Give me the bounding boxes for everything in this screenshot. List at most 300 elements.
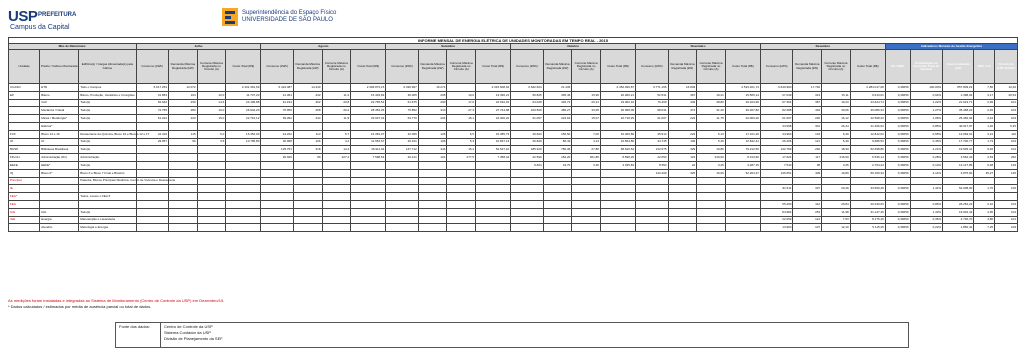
value-cell	[386, 169, 419, 177]
value-cell	[226, 154, 261, 162]
value-cell: 387	[793, 99, 822, 107]
value-cell	[226, 193, 261, 201]
indicator-cell: 110	[995, 130, 1018, 138]
indicator-cell: 6,25	[995, 122, 1018, 130]
value-cell: 61.194	[261, 99, 294, 107]
loads-cell: Todo(s)	[79, 146, 136, 154]
indicator-cell: 52.008,00	[943, 185, 974, 193]
value-cell	[697, 84, 726, 92]
indicator-cell: 109	[995, 224, 1018, 232]
value-cell	[543, 208, 572, 216]
value-cell	[572, 216, 601, 224]
indicator-cell: 17.700,77	[943, 138, 974, 146]
month-subheader: Demanda Máxima Registrada (kW)	[668, 50, 697, 84]
value-cell: 33,05	[572, 107, 601, 115]
value-cell	[476, 216, 511, 224]
value-cell: 3,25	[822, 161, 851, 169]
value-cell: 36.267,82	[725, 107, 760, 115]
value-cell	[697, 216, 726, 224]
value-cell	[351, 177, 386, 185]
indicator-subheader: kWh / m2	[974, 50, 995, 84]
indicator-cell: 7,50	[974, 84, 995, 92]
value-cell: 223	[668, 130, 697, 138]
month-subheader: Custo Total (R$)	[600, 50, 635, 84]
value-cell: 22.590	[511, 154, 544, 162]
indicator-cell: 12.069,01	[943, 130, 974, 138]
value-cell: 22	[668, 161, 697, 169]
value-cell: 21.436	[543, 84, 572, 92]
unit-cell	[9, 99, 40, 107]
loads-cell: Metrologia e Energia	[79, 224, 136, 232]
indicator-cell: 0,36650	[885, 115, 910, 123]
value-cell	[197, 84, 226, 92]
value-cell	[636, 122, 669, 130]
value-cell	[351, 216, 386, 224]
value-cell: 220	[169, 115, 198, 123]
value-cell: 10.837,13	[476, 138, 511, 146]
value-cell	[322, 169, 351, 177]
value-cell	[600, 122, 635, 130]
value-cell	[725, 122, 760, 130]
value-cell: 8.554	[636, 161, 669, 169]
value-cell: 12.812,03	[850, 130, 885, 138]
value-cell: 28,80	[697, 99, 726, 107]
value-cell	[169, 193, 198, 201]
building-cell	[40, 193, 79, 201]
value-cell: 86,43	[543, 138, 572, 146]
loads-cell: Todo(s)	[79, 138, 136, 146]
unit-cell	[9, 115, 40, 123]
value-cell: 6,5	[447, 130, 476, 138]
value-cell: 15,07	[572, 115, 601, 123]
indicator-cell: 0,36650	[885, 200, 910, 208]
table-row	[9, 200, 1018, 208]
value-cell: 22.000,20	[725, 115, 760, 123]
value-cell	[322, 122, 351, 130]
value-cell	[668, 193, 697, 201]
loads-cell: Administração	[79, 154, 136, 162]
value-cell	[572, 200, 601, 208]
value-cell: 2.764,24	[850, 161, 885, 169]
indicator-cell: 1,73	[974, 138, 995, 146]
value-cell	[293, 224, 322, 232]
value-cell: 31.853	[136, 91, 169, 99]
value-cell: 8.598,26	[600, 154, 635, 162]
value-cell: 185.320	[511, 146, 544, 154]
value-cell: 30,06	[822, 107, 851, 115]
value-cell	[447, 224, 476, 232]
value-cell	[261, 208, 294, 216]
value-cell: 268	[293, 107, 322, 115]
value-cell: 115	[169, 130, 198, 138]
value-cell	[197, 224, 226, 232]
value-cell: 20.230,63	[850, 200, 885, 208]
value-cell	[261, 161, 294, 169]
month-subheader: Corrente Máxima Registrada no Circuito (A)	[697, 50, 726, 84]
value-cell	[476, 208, 511, 216]
value-cell: 147.712	[386, 146, 419, 154]
value-cell: 52.698,86	[850, 146, 885, 154]
month-subheader: Consumo (kWh)	[136, 50, 169, 84]
value-cell	[511, 177, 544, 185]
subheader-row	[9, 50, 1018, 84]
data-source-box	[115, 322, 909, 348]
value-cell	[725, 224, 760, 232]
value-cell: 337	[793, 185, 822, 193]
value-cell: 405,46	[543, 91, 572, 99]
value-cell	[476, 185, 511, 193]
value-cell: 23.624,74	[850, 99, 885, 107]
value-cell	[725, 177, 760, 185]
value-cell: 19,23	[822, 99, 851, 107]
value-cell: 23.062,10	[600, 99, 635, 107]
value-cell	[725, 185, 760, 193]
indicator-cell: 0,13%	[910, 161, 943, 169]
month-subheader: Custo Total (R$)	[476, 50, 511, 84]
table-row	[9, 154, 1018, 162]
value-cell	[322, 216, 351, 224]
value-cell: 30.086,34	[850, 107, 885, 115]
indicator-cell: 0,36650	[885, 216, 910, 224]
value-cell	[351, 208, 386, 216]
month-header: Outubro	[511, 44, 636, 50]
value-cell	[418, 224, 447, 232]
indicator-cell: 0,86%	[910, 200, 943, 208]
value-cell: 412	[793, 200, 822, 208]
value-cell: 4,13	[572, 138, 601, 146]
table-row	[9, 107, 1018, 115]
unit-cell	[9, 122, 40, 130]
value-cell: 253	[793, 208, 822, 216]
value-cell: 17,0	[447, 99, 476, 107]
value-cell	[169, 208, 198, 216]
value-cell	[476, 193, 511, 201]
value-cell: 227,2	[322, 154, 351, 162]
value-cell: 20,49	[822, 185, 851, 193]
value-cell: 220	[793, 115, 822, 123]
sef-name-line1: Superintendência do Espaço Físico	[242, 10, 337, 16]
value-cell	[197, 146, 226, 154]
value-cell: 34,70	[543, 161, 572, 169]
value-cell: 4,2	[322, 138, 351, 146]
table-row	[9, 216, 1018, 224]
value-cell	[322, 193, 351, 201]
indicator-cell: 2,21%	[910, 146, 943, 154]
value-cell	[697, 177, 726, 185]
month-subheader: Corrente Máxima Registrada no Circuito (A)	[197, 50, 226, 84]
value-cell: 89	[293, 154, 322, 162]
value-cell: 10.795,80	[226, 138, 261, 146]
value-cell	[386, 122, 419, 130]
indicator-cell: 1,46	[974, 122, 995, 130]
value-cell	[322, 161, 351, 169]
value-cell	[351, 122, 386, 130]
value-cell	[136, 208, 169, 216]
table-row	[9, 115, 1018, 123]
indicator-cell: 0,48	[974, 161, 995, 169]
indicator-cell: 0,64%	[910, 91, 943, 99]
month-header: Dezembro	[760, 44, 885, 50]
value-cell	[226, 224, 261, 232]
value-cell	[169, 169, 198, 177]
indicator-cell: 106	[995, 185, 1018, 193]
value-cell: 32.937,43	[351, 115, 386, 123]
value-cell: 24.300,22	[476, 115, 511, 123]
month-header: Novembro	[636, 44, 761, 50]
value-cell	[169, 146, 198, 154]
value-cell: 123	[668, 154, 697, 162]
value-cell: 232	[293, 91, 322, 99]
value-cell	[418, 177, 447, 185]
value-cell	[226, 122, 261, 130]
value-cell: 409	[793, 169, 822, 177]
value-cell: 5,3	[447, 138, 476, 146]
value-cell	[850, 177, 885, 185]
indicator-cell: 1,06%	[910, 115, 943, 123]
value-cell	[418, 208, 447, 216]
loads-cell: Manutenção e Lavanderia	[79, 216, 136, 224]
value-cell	[261, 224, 294, 232]
indicator-cell: 0,45%	[910, 138, 943, 146]
unit-cell: FEA*	[9, 193, 40, 201]
value-cell: 244	[293, 115, 322, 123]
energy-report-table	[8, 37, 1018, 232]
value-cell: 7.598,53	[351, 154, 386, 162]
value-cell	[418, 193, 447, 201]
indicator-cell: 0,36650	[885, 208, 910, 216]
value-cell: 22.632,91	[476, 99, 511, 107]
value-cell	[636, 185, 669, 193]
value-cell: 125.751	[261, 146, 294, 154]
value-cell: 16.452,00	[226, 130, 261, 138]
value-cell: 11,9	[322, 115, 351, 123]
indicator-cell: 0,36650	[885, 185, 910, 193]
report-title: INFORME MENSAL DE ENERGIA ELÉTRICA DE UNIDADES MONITORADAS EM TEMPO REAL - 2015	[9, 38, 1018, 44]
table-row	[9, 138, 1018, 146]
value-cell	[572, 177, 601, 185]
indicator-cell: 1.398,04	[943, 91, 974, 99]
month-subheader: Consumo (kWh)	[760, 50, 793, 84]
value-cell	[447, 208, 476, 216]
indicator-cell	[943, 177, 974, 185]
value-cell: 19,0	[197, 107, 226, 115]
indicator-subheader: Circuito de ETD CUASO	[995, 50, 1018, 84]
col-predio: Prédio / Cabine Monitorada	[40, 50, 79, 84]
building-cell: Energia	[40, 216, 79, 224]
indicator-cell	[974, 193, 995, 201]
value-cell	[322, 224, 351, 232]
value-cell	[668, 200, 697, 208]
value-cell	[197, 161, 226, 169]
value-cell: 27,86	[572, 146, 601, 154]
value-cell: 310	[418, 107, 447, 115]
value-cell: 223	[668, 115, 697, 123]
value-cell: 10,0	[197, 91, 226, 99]
value-cell: 22.765,54	[351, 99, 386, 107]
indicator-cell: 0,36650	[885, 146, 910, 154]
value-cell	[197, 177, 226, 185]
building-cell	[40, 177, 79, 185]
value-cell: 121	[793, 216, 822, 224]
unit-cell: IAG	[9, 208, 40, 216]
indicators-header: Indicadores Mensais de Gestão Energética	[885, 44, 1017, 50]
indicator-cell: 35,27	[974, 169, 995, 177]
month-subheader: Corrente Máxima Registrada no Circuito (A)	[572, 50, 601, 84]
value-cell	[543, 193, 572, 201]
building-cell: Mecânica / Naval	[40, 107, 79, 115]
value-cell: 6.336.967	[386, 84, 419, 92]
value-cell	[476, 169, 511, 177]
indicator-cell: 3,21	[974, 130, 995, 138]
value-cell	[197, 208, 226, 216]
value-cell: 205	[418, 91, 447, 99]
value-cell	[418, 169, 447, 177]
indicator-cell: 0,36650	[885, 138, 910, 146]
loads-cell: Todo(s)	[79, 99, 136, 107]
value-cell	[293, 216, 322, 224]
value-cell: 2.452.496,87	[600, 84, 635, 92]
value-cell	[261, 177, 294, 185]
unit-cell: IQ	[9, 169, 40, 177]
indicator-cell: 0,36650	[885, 84, 910, 92]
building-cell: Bloco 0*	[40, 169, 79, 177]
value-cell: 15,4	[447, 146, 476, 154]
unit-cell: IO	[9, 138, 40, 146]
value-cell	[600, 193, 635, 201]
value-cell	[322, 177, 351, 185]
value-cell	[447, 161, 476, 169]
value-cell: 23.195,88	[226, 99, 261, 107]
value-cell	[136, 146, 169, 154]
value-cell: 329	[668, 146, 697, 154]
value-cell: 5,0	[197, 130, 226, 138]
value-cell	[418, 122, 447, 130]
value-cell: 222,63	[543, 115, 572, 123]
value-cell	[351, 185, 386, 193]
value-cell: 21.466,63	[850, 122, 885, 130]
data-source-line: Centro de Controle da USP	[164, 324, 213, 329]
indicator-cell: 149	[995, 161, 1018, 169]
value-cell	[511, 185, 544, 193]
value-cell: 69.392	[261, 115, 294, 123]
value-cell	[197, 216, 226, 224]
unit-cell: IE	[9, 185, 40, 193]
loads-cell: Todos, exceto o FEA 5	[79, 193, 136, 201]
value-cell: 27.744,68	[476, 107, 511, 115]
value-cell: 61.007	[636, 115, 669, 123]
value-cell	[543, 122, 572, 130]
unit-cell: Principal	[9, 177, 40, 185]
value-cell: 26.660	[511, 138, 544, 146]
value-cell: 14,6	[197, 99, 226, 107]
data-source-line: Divisão de Planejamento da SEF	[164, 336, 223, 341]
building-cell: ETD	[40, 84, 79, 92]
value-cell	[697, 193, 726, 201]
indicator-cell: 0,36650	[885, 130, 910, 138]
value-cell	[668, 224, 697, 232]
loads-cell: Biênio, Produção, Vestiários e Cirurgiões	[79, 91, 136, 99]
indicator-cell: 0,55%	[910, 130, 943, 138]
value-cell: 216,00	[822, 154, 851, 162]
value-cell: 22.508,23	[850, 115, 885, 123]
value-cell	[226, 146, 261, 154]
indicator-cell: 1,22%	[910, 99, 943, 107]
value-cell	[197, 169, 226, 177]
value-cell	[169, 161, 198, 169]
value-cell	[600, 200, 635, 208]
table-row	[9, 185, 1018, 193]
month-subheader: Consumo (kWh)	[636, 50, 669, 84]
value-cell	[169, 122, 198, 130]
value-cell	[293, 208, 322, 216]
value-cell: 8.175,46	[850, 216, 885, 224]
value-cell: 29,84	[822, 200, 851, 208]
value-cell	[697, 208, 726, 216]
value-cell	[725, 193, 760, 201]
value-cell: 11.552,67	[351, 138, 386, 146]
indicator-cell: 3,17	[974, 91, 995, 99]
building-cell	[40, 185, 79, 193]
value-cell: 15.385,73	[476, 130, 511, 138]
value-cell: 11,98	[822, 208, 851, 216]
value-cell: 136.651	[760, 169, 793, 177]
indicator-cell: 0,28%	[910, 154, 943, 162]
value-cell	[636, 200, 669, 208]
building-cell: IO	[40, 138, 79, 146]
table-row	[9, 208, 1018, 216]
value-cell: 41.364	[261, 91, 294, 99]
campus-text: Campus da Capital	[10, 24, 70, 31]
month-subheader: Corrente Máxima Registrada no Circuito (A)	[447, 50, 476, 84]
value-cell: 31.147,46	[850, 208, 885, 216]
value-cell: 6.640.900	[760, 84, 793, 92]
value-cell: 204	[418, 115, 447, 123]
value-cell: 98.041	[636, 107, 669, 115]
value-cell	[476, 177, 511, 185]
indicator-cell: 13.127,89	[943, 161, 974, 169]
value-cell	[351, 200, 386, 208]
value-cell	[197, 193, 226, 201]
value-cell	[822, 84, 851, 92]
value-cell: 9.613,01	[850, 91, 885, 99]
indicator-cell: 104	[995, 208, 1018, 216]
month-subheader: Demanda Máxima Registrada (kW)	[793, 50, 822, 84]
value-cell: 44.316	[136, 130, 169, 138]
table-row	[9, 161, 1018, 169]
value-cell	[572, 169, 601, 177]
value-cell: 29.957	[136, 138, 169, 146]
month-subheader: Custo Total (R$)	[850, 50, 885, 84]
value-cell: 20.029	[261, 154, 294, 162]
value-cell: 64.028	[511, 99, 544, 107]
building-cell: Biênio	[40, 91, 79, 99]
value-cell: 107	[793, 224, 822, 232]
value-cell	[572, 193, 601, 201]
value-cell	[293, 185, 322, 193]
value-cell	[572, 224, 601, 232]
value-cell: 19,21	[697, 91, 726, 99]
indicator-cell: 4,95	[974, 208, 995, 216]
indicator-cell: 0,36650	[885, 91, 910, 99]
value-cell: 19,86	[697, 146, 726, 154]
loads-cell	[79, 122, 136, 130]
value-cell: 11,2	[322, 91, 351, 99]
value-cell: 290	[418, 99, 447, 107]
value-cell: 6.622.604	[511, 84, 544, 92]
value-cell	[447, 177, 476, 185]
indicator-cell: 0,36650	[885, 99, 910, 107]
value-cell: 6.424.487	[261, 84, 294, 92]
